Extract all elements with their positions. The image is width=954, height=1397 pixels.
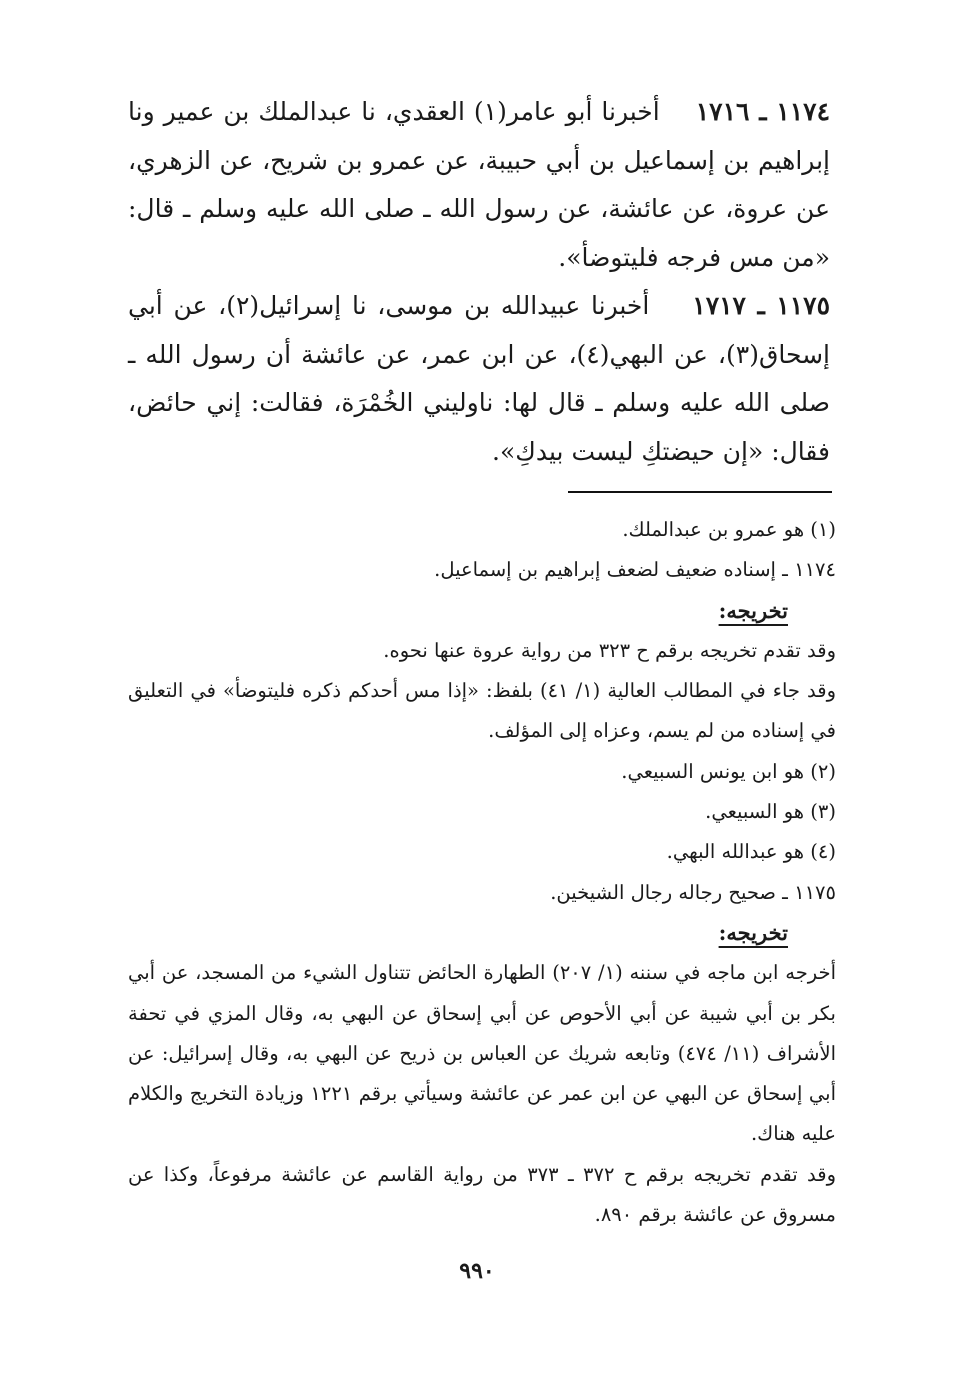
footnotes [128, 510, 836, 1235]
takhrij-1175-b: وقد تقدم تخريجه برقم ح ٣٧٢ ـ ٣٧٣ من رواية القاسم عن عائشة مرفوعاً، وكذا عن مسروق عن عائشة برقم ٨٩٠. [128, 1162, 836, 1227]
takhrij-label: تخريجه: [718, 597, 788, 623]
takhrij-heading-1174 [128, 591, 836, 631]
hadith-1174-number: ١١٧٤ ـ ١٧١٦ [695, 97, 830, 126]
footnote-1: (١) هو عمرو بن عبدالملك. [622, 518, 836, 541]
hadith-1174-text: أخبرنا أبو عامر(١) العقدي، نا عبدالملك بن عمير ونا إبراهيم بن إسماعيل بن أبي حبيبة، عن عمرو بن شريح، عن الزهري، عن عروة، عن عائشة، عن رسول الله ـ صلى الله عليه وسلم ـ قال: «من مس فرجه فليتوضأ». [128, 97, 830, 272]
hadith-1175 [128, 282, 830, 476]
takhrij-1174-b: وقد جاء في المطالب العالية (١/ ٤١) بلفظ: «إذا مس أحدكم ذكره فليتوضأ» في التعليق في إسناده من لم يسم، وعزاه إلى المؤلف. [128, 679, 836, 743]
grade-1174: ١١٧٤ ـ إسناده ضعيف لضعف إبراهيم بن إسماعيل. [434, 558, 836, 582]
takhrij-label: تخريجه: [718, 919, 788, 945]
hadith-1174 [128, 88, 830, 282]
hadith-1175-number: ١١٧٥ ـ ١٧١٧ [692, 291, 831, 320]
footnote-3: (٣) هو السبيعي. [705, 800, 836, 824]
footnote-2: (٢) هو ابن يونس السبيعي. [621, 759, 836, 783]
takhrij-1175-a: أخرجه ابن ماجه في سننه (١/ ٢٠٧) الطهارة الحائض تتناول الشيء من المسجد، عن أبي بكر بن أبي شيبة عن أبي الأحوص عن أبي إسحاق عن البهي به، وقال المزي في تحفة الأشراف (١١/ ٤٧٤) وتابعه شريك عن العباس بن ذريح عن البهي به، وقال إسرائيل: عن أبي إسحاق عن البهي عن ابن عمر عن عائشة وسيأتي برقم ١٢٢١ وزيادة التخريج والكلام عليه هناك. [128, 961, 836, 1146]
takhrij-heading-1175 [128, 913, 836, 953]
footnote-4: (٤) هو عبدالله البهي. [666, 840, 836, 864]
takhrij-1174-a: وقد تقدم تخريجه برقم ح ٣٢٣ من رواية عروة عنها نحوه. [383, 638, 836, 662]
page-number: ٩٩٠ [459, 1258, 495, 1284]
grade-1175: ١١٧٥ ـ صحيح رجاله رجال الشيخين. [550, 880, 836, 904]
footnote-separator [568, 491, 832, 493]
hadith-1175-text: أخبرنا عبيدالله بن موسى، نا إسرائيل(٢)، عن أبي إسحاق(٣)، عن البهي(٤)، عن ابن عمر، عن عائشة أن رسول الله ـ صلى الله عليه وسلم ـ قال لها: ناوليني الخُمْرَة، فقالت: إني حائض، فقال: «إن حيضتكِ ليست بيدكِ». [128, 291, 830, 466]
